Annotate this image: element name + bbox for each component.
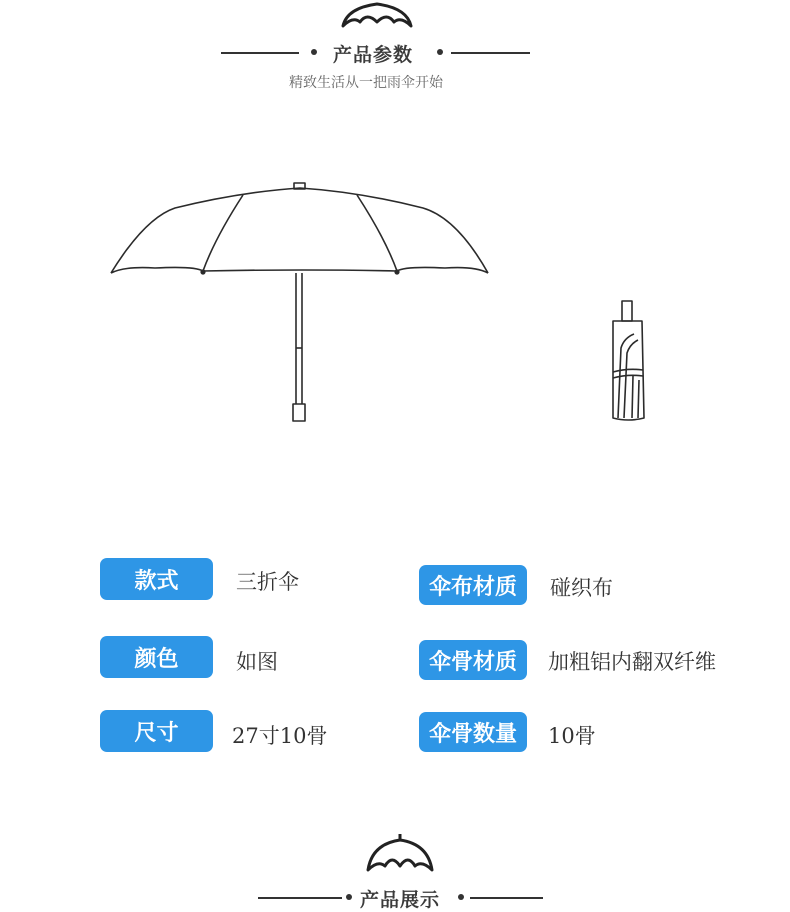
- umbrella-icon: [364, 832, 436, 874]
- umbrella-icon: [339, 0, 415, 28]
- section-subtitle: 精致生活从一把雨伞开始: [289, 75, 443, 91]
- param-label-rib-material: 伞骨材质: [419, 640, 527, 680]
- param-label-color: 颜色: [100, 636, 213, 678]
- section2-right-dot: [458, 894, 464, 900]
- section2-left-dot: [346, 894, 352, 900]
- header-right-dot: [437, 49, 443, 55]
- open-umbrella-illustration: [105, 178, 495, 428]
- param-value-rib-material: 加粗铝内翻双纤维: [548, 650, 716, 674]
- param-value-size: 27寸10骨: [232, 724, 328, 748]
- param-label-fabric: 伞布材质: [419, 565, 527, 605]
- param-label-size: 尺寸: [100, 710, 213, 752]
- header-left-rule: [221, 52, 299, 54]
- param-label-style: 款式: [100, 558, 213, 600]
- param-label-rib-count: 伞骨数量: [419, 712, 527, 752]
- folded-umbrella-illustration: [608, 298, 648, 426]
- header-left-dot: [311, 49, 317, 55]
- param-value-rib-count: 10骨: [548, 724, 596, 748]
- section-title: 产品参数: [333, 44, 414, 66]
- section2-title: 产品展示: [360, 889, 441, 911]
- param-value-fabric: 碰织布: [550, 576, 613, 600]
- section2-right-rule: [470, 897, 543, 899]
- param-value-style: 三折伞: [236, 570, 299, 594]
- header-right-rule: [451, 52, 530, 54]
- param-value-color: 如图: [236, 650, 278, 674]
- section2-left-rule: [258, 897, 342, 899]
